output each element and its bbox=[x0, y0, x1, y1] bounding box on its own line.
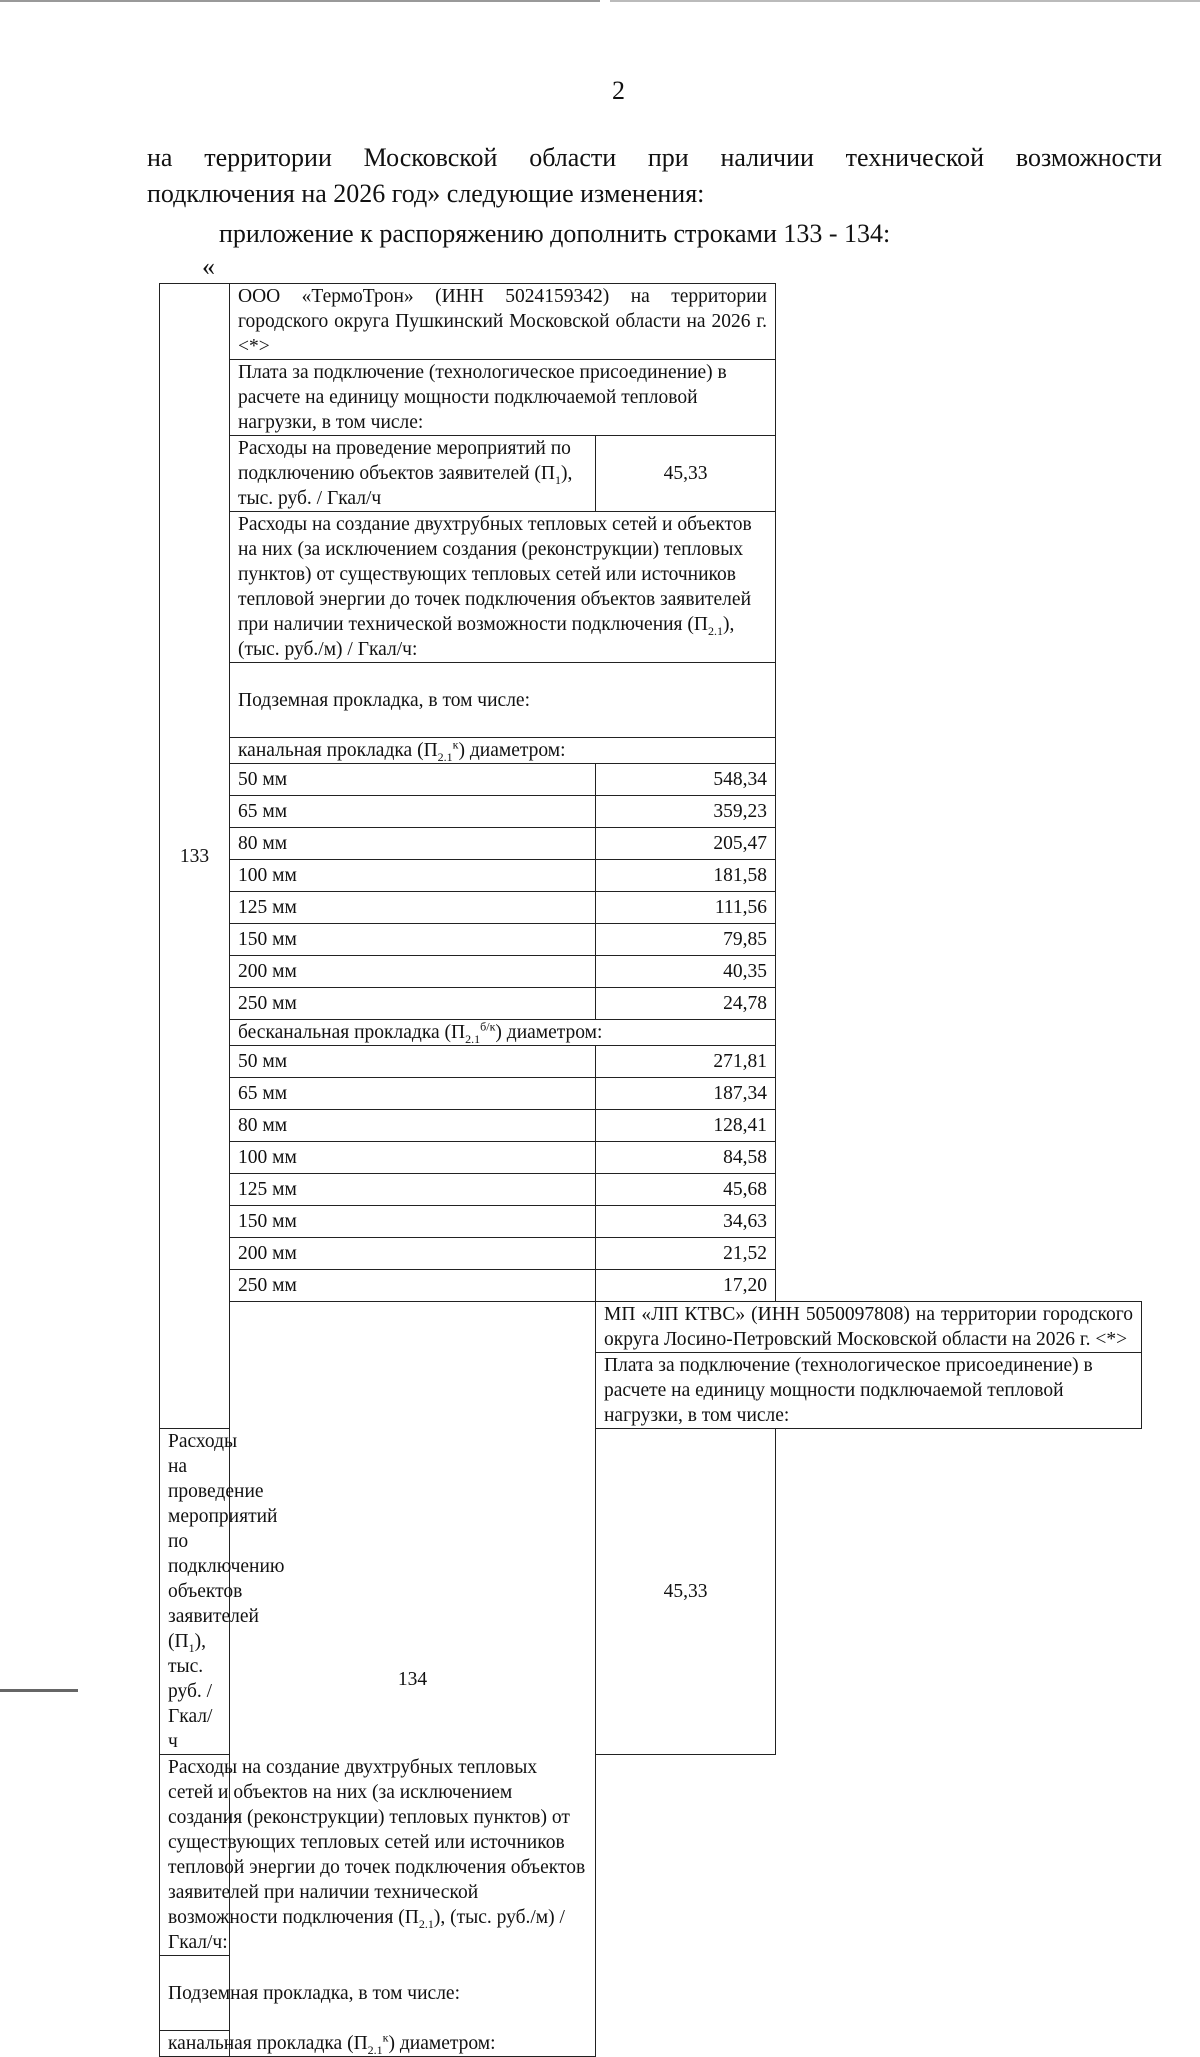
value-cell: 359,23 bbox=[596, 796, 776, 828]
scan-edge-top-left bbox=[0, 0, 600, 2]
page-number: 2 bbox=[612, 76, 625, 105]
value-cell: 128,41 bbox=[596, 1110, 776, 1142]
value-cell: 40,35 bbox=[596, 956, 776, 988]
value-cell: 34,63 bbox=[596, 1206, 776, 1238]
value-cell: 205,47 bbox=[596, 828, 776, 860]
p1-value: 45,33 bbox=[596, 1429, 776, 1755]
value-cell: 271,81 bbox=[596, 1046, 776, 1078]
diameter-cell: 80 мм bbox=[230, 1110, 596, 1142]
fee-header-row bbox=[160, 360, 1142, 436]
table-row bbox=[160, 1238, 1142, 1270]
nochannel-header-row bbox=[160, 1020, 1142, 1046]
value-cell: 187,34 bbox=[596, 1078, 776, 1110]
value-cell: 21,52 bbox=[596, 1238, 776, 1270]
table-row bbox=[160, 860, 1142, 892]
value-cell: 548,34 bbox=[596, 764, 776, 796]
p1-label: Расходы на проведение мероприятий по подключению объектов заявителей $(П_1)$, тыс. руб. / Гкал/ч bbox=[230, 436, 596, 512]
diameter-cell: 100 мм bbox=[230, 1142, 596, 1174]
table-row bbox=[160, 796, 1142, 828]
p21-row bbox=[160, 1755, 1142, 1956]
table-row bbox=[160, 1078, 1142, 1110]
diameter-cell: 150 мм bbox=[230, 1206, 596, 1238]
channel-header-row bbox=[160, 2031, 1142, 2057]
intro-line-3: приложение к распоряжению дополнить строками 133 - 134: bbox=[219, 219, 891, 248]
value-cell: 45,68 bbox=[596, 1174, 776, 1206]
value-cell: 79,85 bbox=[596, 924, 776, 956]
diameter-cell: 200 мм bbox=[230, 1238, 596, 1270]
diameter-cell: 250 мм bbox=[230, 988, 596, 1020]
table-row bbox=[160, 764, 1142, 796]
value-cell: 17,20 bbox=[596, 1270, 776, 1302]
fee-header: Плата за подключение (технологическое присоединение) в расчете на единицу мощности подключаемой тепловой нагрузки, в том числе: bbox=[230, 360, 776, 436]
diameter-cell: 125 мм bbox=[230, 892, 596, 924]
p1-row bbox=[160, 436, 1142, 512]
diameter-cell: 200 мм bbox=[230, 956, 596, 988]
intro-line-1: на территории Московской области при наличии технической возможности bbox=[147, 143, 1162, 172]
diameter-cell: 150 мм bbox=[230, 924, 596, 956]
diameter-cell: 250 мм bbox=[230, 1270, 596, 1302]
channel-header-row bbox=[160, 738, 1142, 764]
p1-value: 45,33 bbox=[596, 436, 776, 512]
scan-edge-top-right bbox=[610, 0, 1200, 2]
underground-label: Подземная прокладка, в том числе: bbox=[230, 663, 776, 738]
table-row bbox=[160, 1174, 1142, 1206]
table-row bbox=[160, 956, 1142, 988]
diameter-cell: 50 мм bbox=[230, 1046, 596, 1078]
table-row bbox=[160, 1046, 1142, 1078]
table-row bbox=[160, 1206, 1142, 1238]
diameter-cell: 65 мм bbox=[230, 796, 596, 828]
p21-row bbox=[160, 512, 1142, 663]
value-cell: 84,58 bbox=[596, 1142, 776, 1174]
value-cell: 111,56 bbox=[596, 892, 776, 924]
intro-paragraph bbox=[147, 140, 1162, 252]
table-row bbox=[160, 828, 1142, 860]
table-row bbox=[160, 988, 1142, 1020]
intro-line-2: подключения на 2026 год» следующие изменения: bbox=[147, 179, 705, 208]
table-row bbox=[160, 924, 1142, 956]
channel-label: канальная прокладка $(П_{2.1}^к)$ диаметром: bbox=[160, 2031, 596, 2057]
value-cell: 181,58 bbox=[596, 860, 776, 892]
underground-row bbox=[160, 663, 1142, 738]
fee-header: Плата за подключение (технологическое присоединение) в расчете на единицу мощности подключаемой тепловой нагрузки, в том числе: bbox=[596, 1353, 1142, 1429]
organization-name: ООО «ТермоТрон» (ИНН 5024159342) на территории городского округа Пушкинский Московской области на 2026 г. <*> bbox=[230, 284, 776, 360]
underground-row bbox=[160, 1956, 1142, 2031]
organization-name: МП «ЛП КТВС» (ИНН 5050097808) на территории городского округа Лосино-Петровский Московской области на 2026 г. <*> bbox=[596, 1302, 1142, 1353]
p21-description: Расходы на создание двухтрубных тепловых сетей и объектов на них (за исключением создания (реконструкции) тепловых пунктов) от существующих тепловых сетей или источников тепловой энергии до точек подключения объектов заявителей при наличии технической возможности подключения $(П_{2.1})$, (тыс. руб./м) / Гкал/ч: bbox=[160, 1755, 596, 1956]
channel-label: канальная прокладка $(П_{2.1}^к)$ диаметром: bbox=[230, 738, 776, 764]
diameter-cell: 100 мм bbox=[230, 860, 596, 892]
entry-number: 133 bbox=[160, 284, 230, 1429]
entry-header-row bbox=[160, 284, 1142, 360]
diameter-cell: 125 мм bbox=[230, 1174, 596, 1206]
entry-number: 134 bbox=[230, 1302, 596, 2057]
diameter-cell: 80 мм bbox=[230, 828, 596, 860]
table-row bbox=[160, 892, 1142, 924]
table-row bbox=[160, 1110, 1142, 1142]
scan-edge-bottom bbox=[0, 1689, 78, 1692]
nochannel-label: бесканальная прокладка $(П_{2.1}^{б/к})$ диаметром: bbox=[230, 1020, 776, 1046]
value-cell: 24,78 bbox=[596, 988, 776, 1020]
p21-description: Расходы на создание двухтрубных тепловых сетей и объектов на них (за исключением создания (реконструкции) тепловых пунктов) от существующих тепловых сетей или источников тепловой энергии до точек подключения объектов заявителей при наличии технической возможности подключения $(П_{2.1})$, (тыс. руб./м) / Гкал/ч: bbox=[230, 512, 776, 663]
table-row bbox=[160, 1142, 1142, 1174]
p1-label: Расходы на проведение мероприятий по подключению объектов заявителей $(П_1)$, тыс. руб. / Гкал/ч bbox=[160, 1429, 230, 1755]
diameter-cell: 65 мм bbox=[230, 1078, 596, 1110]
amendment-table bbox=[159, 283, 1142, 2057]
underground-label: Подземная прокладка, в том числе: bbox=[160, 1956, 596, 2031]
opening-quote: « bbox=[202, 252, 215, 281]
diameter-cell: 50 мм bbox=[230, 764, 596, 796]
entry-header-row bbox=[160, 1302, 1142, 1353]
table-row bbox=[160, 1270, 1142, 1302]
